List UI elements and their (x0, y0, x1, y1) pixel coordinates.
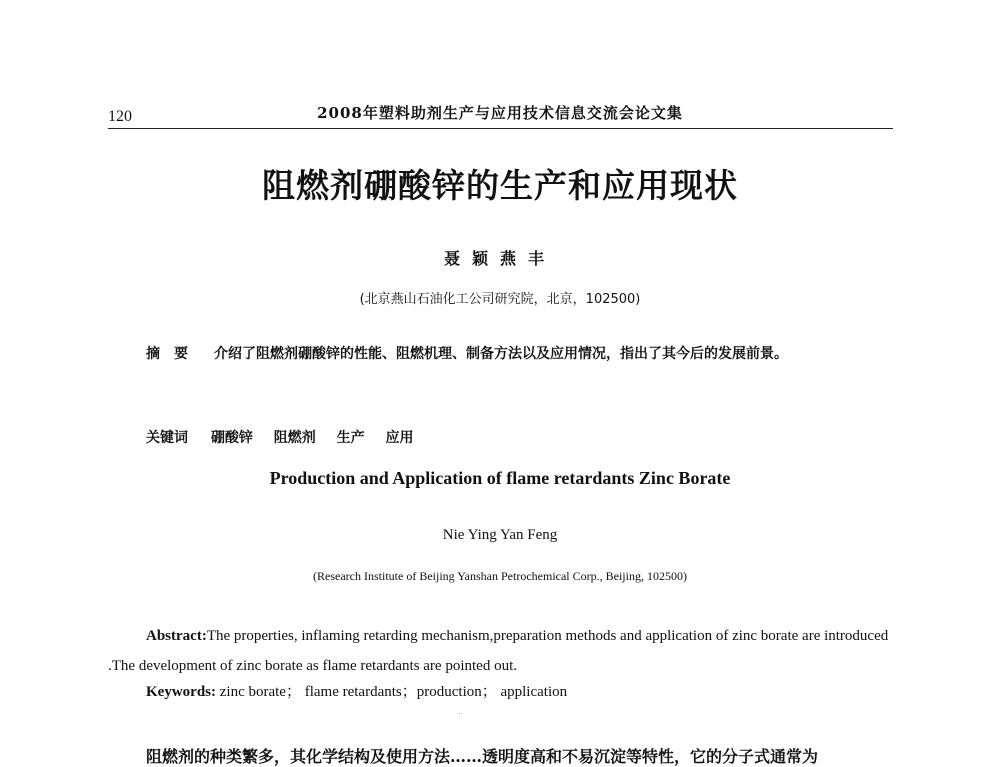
speck (459, 713, 460, 714)
chinese-keyword: 应用 (385, 430, 414, 446)
chinese-abstract-text: 介绍了阻燃剂硼酸锌的性能、阻燃机理、制备方法以及应用情况，指出了其今后的发展前景。 (214, 346, 788, 362)
chinese-keyword: 硼酸锌 (210, 430, 253, 446)
chinese-affiliation: (北京燕山石油化工公司研究院，北京，102500) (359, 292, 641, 307)
english-authors: Nie Ying Yan Feng (442, 527, 558, 543)
english-abstract-label: Abstract: (146, 628, 207, 644)
chinese-abstract-label: 摘要 (146, 346, 202, 362)
english-title: Production and Application of flame retardants Zinc Borate (269, 468, 731, 488)
header-rule (108, 128, 893, 129)
chinese-title: 阻燃剂硼酸锌的生产和应用现状 (262, 166, 738, 205)
running-header: 2008年塑料助剂生产与应用技术信息交流会论文集 (317, 104, 683, 122)
chinese-keywords-label: 关键词 (146, 430, 188, 446)
chinese-keyword: 生产 (336, 430, 365, 446)
english-keywords (146, 680, 567, 701)
body-text-line: 阻燃剂的种类繁多，其化学结构及使用方法……透明度高和不易沉淀等特性，它的分子式通常为 (146, 747, 819, 766)
english-affiliation: (Research Institute of Beijing Yanshan Petrochemical Corp., Beijing, 102500) (313, 569, 687, 583)
chinese-keyword: 阻燃剂 (273, 430, 316, 446)
english-abstract-text: The properties, inflaming retarding mechanism,preparation methods and application of zinc borate are introduced .The development of zinc borate as flame retardants are pointed out. (108, 628, 889, 674)
chinese-authors: 聂颖燕丰 (443, 249, 556, 268)
english-keywords-text: zinc borate； flame retardants；production； application (219, 684, 568, 700)
english-keywords-label: Keywords: (146, 684, 216, 700)
chinese-abstract (108, 341, 893, 368)
chinese-keywords (146, 427, 430, 447)
page-number: 120 (108, 108, 132, 125)
english-abstract (108, 621, 893, 681)
